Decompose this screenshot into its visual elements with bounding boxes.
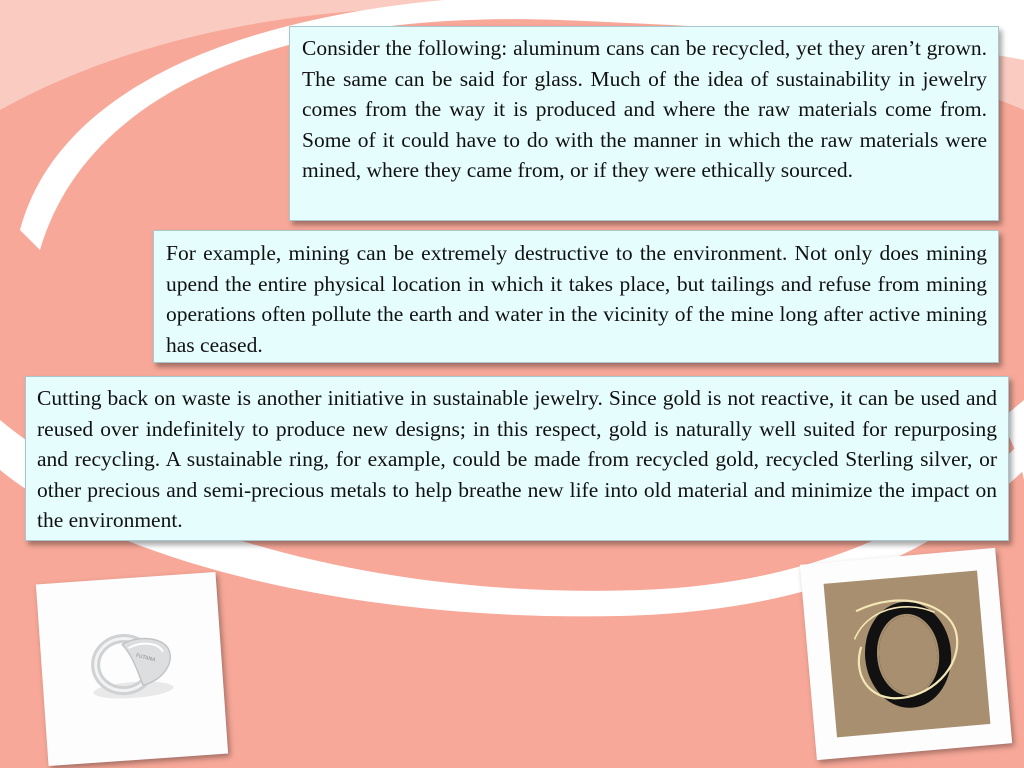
ring-engraving-text: FUTANA <box>135 652 156 664</box>
paragraph-box-mining <box>153 230 999 363</box>
paragraph-text-1: Consider the following: aluminum cans can be recycled, yet they aren’t grown. The same can be said for glass. Much of the idea of sustainability in jewelry comes from the way it is produced and where the raw materials come from. Some of it could have to do with the manner in which the raw materials were mined, where they came from, or if they were ethically sourced. <box>302 36 987 182</box>
paragraph-text-2: For example, mining can be extremely destructive to the environment. Not only does mining upend the entire physical location in which it takes place, but tailings and refuse from mining operations often pollute the earth and water in the vicinity of the mine long after active mining has ceased. <box>166 241 987 357</box>
letter-o-logo-icon <box>824 570 991 737</box>
ring-photo <box>36 572 228 766</box>
logo-tile <box>824 570 991 737</box>
paragraph-text-3: Cutting back on waste is another initiative in sustainable jewelry. Since gold is not reactive, it can be used and reused over indefinitely to produce new designs; in this respect, gold is naturally well suited for repurposing and recycling. A sustainable ring, for example, could be made from recycled gold, recycled Sterling silver, or other precious and semi-precious metals to help breathe new life into old material and minimize the impact on the environment. <box>37 386 997 532</box>
paragraph-box-waste <box>25 376 1009 541</box>
paragraph-box-recycling <box>289 26 999 221</box>
silver-ring-icon <box>36 572 228 766</box>
logo-photo <box>800 548 1012 760</box>
